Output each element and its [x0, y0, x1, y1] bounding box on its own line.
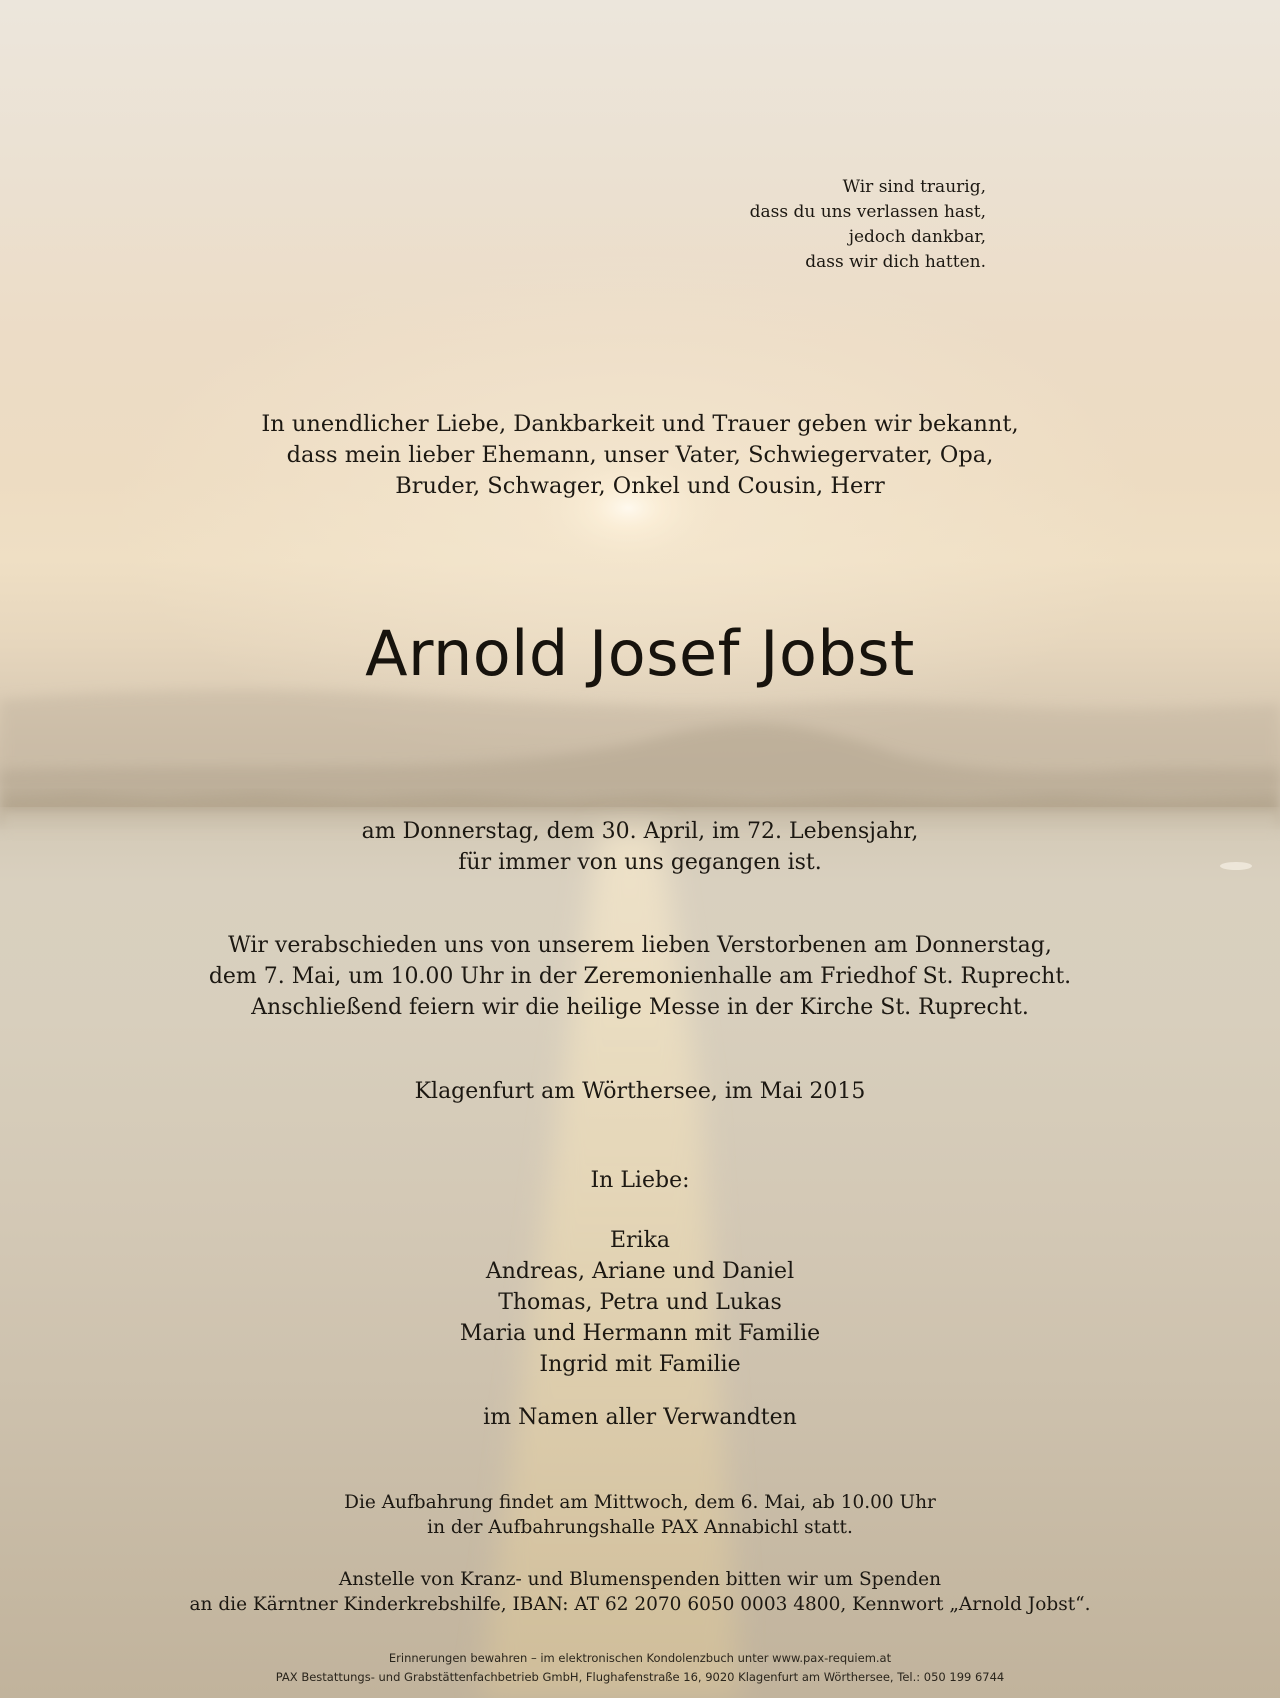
- poem-line: dass wir dich hatten.: [805, 252, 986, 272]
- viewing-notice: [0, 1490, 1280, 1540]
- death-line: für immer von uns gegangen ist.: [458, 850, 822, 875]
- death-notice: [0, 816, 1280, 878]
- donation-line: an die Kärntner Kinderkrebshilfe, IBAN: AT 62 2070 6050 0003 4800, Kennwort „Arnold Jobst“.: [189, 1594, 1091, 1615]
- family-member: Ingrid mit Familie: [539, 1352, 741, 1377]
- place-date: Klagenfurt am Wörthersee, im Mai 2015: [414, 1079, 866, 1104]
- family-member: Erika: [609, 1228, 671, 1253]
- footer-condolence-line: Erinnerungen bewahren – im elektronischen Kondolenzbuch unter www.pax-requiem.at: [388, 1651, 892, 1665]
- viewing-line: in der Aufbahrungshalle PAX Annabichl statt.: [427, 1517, 853, 1538]
- in-love-label: In Liebe:: [590, 1168, 690, 1193]
- poem-line: jedoch dankbar,: [848, 227, 986, 247]
- death-line: am Donnerstag, dem 30. April, im 72. Lebensjahr,: [361, 819, 919, 844]
- funeral-line: Anschließend feiern wir die heilige Messe in der Kirche St. Ruprecht.: [251, 995, 1029, 1020]
- family-list: [0, 1225, 1280, 1380]
- viewing-line: Die Aufbahrung findet am Mittwoch, dem 6. Mai, ab 10.00 Uhr: [344, 1492, 936, 1513]
- relatives-line: im Namen aller Verwandten: [483, 1405, 797, 1430]
- funeral-line: Wir verabschieden uns von unserem lieben Verstorbenen am Donnerstag,: [228, 933, 1052, 958]
- funeral-details: [0, 930, 1280, 1023]
- footer-company-line: PAX Bestattungs- und Grabstättenfachbetrieb GmbH, Flughafenstraße 16, 9020 Klagenfurt am Wörthersee, Tel.: 050 199 6744: [275, 1670, 1005, 1684]
- donation-line: Anstelle von Kranz- und Blumenspenden bitten wir um Spenden: [338, 1569, 942, 1590]
- deceased-name: Arnold Josef Jobst: [365, 617, 915, 690]
- poem: [750, 175, 986, 275]
- announcement-line: Bruder, Schwager, Onkel und Cousin, Herr: [395, 473, 885, 499]
- announcement-line: dass mein lieber Ehemann, unser Vater, Schwiegervater, Opa,: [286, 442, 994, 468]
- family-member: Andreas, Ariane und Daniel: [485, 1259, 795, 1284]
- announcement-line: In unendlicher Liebe, Dankbarkeit und Trauer geben wir bekannt,: [261, 411, 1019, 437]
- family-member: Thomas, Petra und Lukas: [498, 1290, 782, 1315]
- donation-notice: [0, 1567, 1280, 1617]
- footer: [0, 1649, 1280, 1687]
- poem-line: Wir sind traurig,: [842, 177, 986, 197]
- poem-line: dass du uns verlassen hast,: [749, 202, 986, 222]
- family-member: Maria und Hermann mit Familie: [459, 1321, 821, 1346]
- funeral-line: dem 7. Mai, um 10.00 Uhr in der Zeremonienhalle am Friedhof St. Ruprecht.: [208, 964, 1072, 989]
- announcement-text: [0, 409, 1280, 502]
